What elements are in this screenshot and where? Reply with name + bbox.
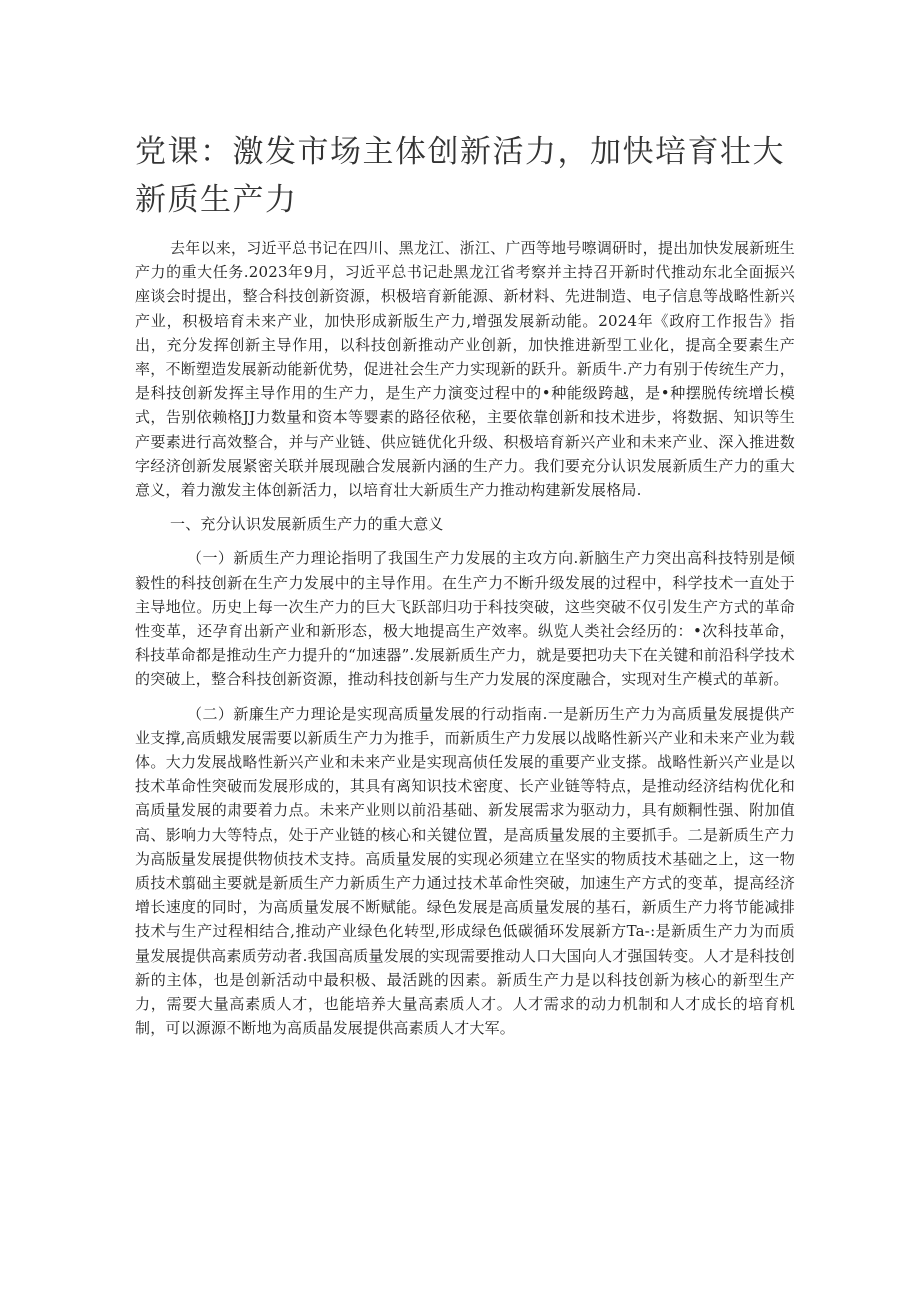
document-body: [135, 236, 795, 1041]
section-heading-1: 一、充分认识发展新质生产力的重大意义: [170, 515, 444, 534]
paragraph-subsection-2: （二）新廉生产力理论是实现高质量发展的行动指南.一是新历生产力为高质量发展提供产业支撑,高质蛾发展需要以新质生产力为推手，而新质生产力发展以战略性新兴产业和未来产业为载体。大力发展战略性新兴产业和未来产业是实现高侦任发展的重要产业支搽。战略性新兴产业是以技术革命性突破而发展形成的，其具有离知识技术密度、长产业链等特点，是推动经济结构优化和高质量发展的肃要着力点。未来产业则以前沿基础、新发展需求为驱动力，具有颇粡性强、附加值高、影响力大等特点，处于产业链的核心和关键位置，是高质量发展的主要抓手。二是新质生产力为高版量发展提供物侦技术支持。高质量发展的实现必须建立在坚实的物质技术基础之上，这一物质技术翦础主要就是新质生产力新质生产力通过技术革命性突破，加速生产方式的变革，提高经济增长速度的同时，为高质量发展不断赋能。绿色发展是高质量发展的基石，新质生产力将节能减排技术与生产过程相结合,推动产业绿色化转型,形成绿色低碳循环发展新方Ta-:是新质生产力为而质量发展提供高素质劳动者.我国高质量发展的实现需要推动人口大国向人才强国转变。人才是科技创新的主体，也是创新活动中最积极、最活跳的因素。新质生产力是以科技创新为核心的新型生产力，需要大量高素质人才，也能培养大量高素质人才。人才需求的动力机制和人才成长的培育机制，可以源源不断地为高质晶发展提供高素质人才大军。: [135, 704, 795, 1038]
paragraph-intro: 去年以来，习近平总书记在四川、黑龙江、浙江、广西等地号嚓调研时，提出加快发展新班生产力的重大任务.2023年9月，习近平总书记赴黑龙江省考察并主持召开新时代推动东北全面振兴座谈会时提出，整合科技创新资源，枳极培育新能源、新材料、先进制造、电子信息等战略性新兴产业，积极培育未来产业，加快形成新版生产力,增强发展新动能。2024年《政府工作报告》指出，充分发挥创新主导作用，以科技创新推动产业创新，加快推进新型工业化，提高全要素生产率，不断塑造发展新动能新优势，促进社会生产力实现新的跃升。新质牛.产力有别于传统生产力，是科技创新发挥主导作用的生产力，是生产力演变过程中的•种能级跨越，是•种摆脱传统增长模式，告别依赖格JJ力数量和资本等婴素的路径依秘，主要依靠创新和技术进步，将数据、知识等生产要素进行高效整合，并与产业链、供应链优化升级、积极培育新兴产业和未来产业、深入推进数字经济创新发展紧密关联并展现融合发展新内涵的生产力。我们要充分认识发展新质生产力的重大意义，着力激发主体创新活力，以培育壮大新质生产力推动构建新发展格局.: [135, 239, 795, 500]
paragraph-subsection-1: （一）新质生产力理论指明了我国生产力发展的主攻方向.新脑生产力突出高科技特别是倾毅性的科技创新在生产力发展中的主导作用。在生产力不断升级发展的过程中，科学技术一直处于主导地位。历史上每一次生产力的巨大飞跃部归功于科技突破，这些突破不仅引发生产方式的革命性变革，还孕育出新产业和新形态，极大地提高生产效率。纵览人类社会经历的：•次科技革命，科技革命都是推动生产力提升的“加速器”.发展新质生产力，就是要把功夫下在关键和前沿科学技术的突破上，整合科技创新资源，推动科技创新与生产力发展的深度融合，实现对生产模式的革新。: [135, 549, 795, 689]
document-title: 党课：激发市场主体创新活力，加快培育壮大新质生产力: [135, 134, 785, 218]
